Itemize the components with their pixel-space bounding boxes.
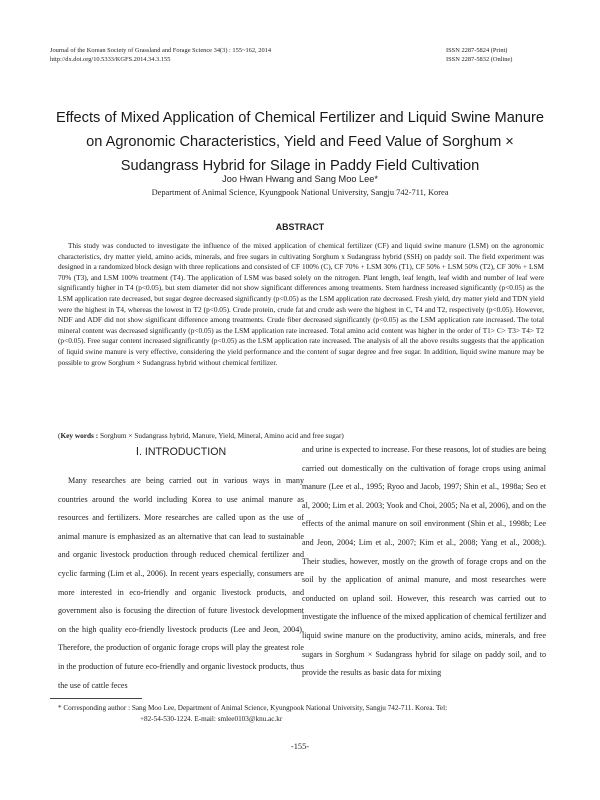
title-line-3: Sudangrass Hybrid for Silage in Paddy Field Cultivation <box>120 158 480 174</box>
issn-print: ISSN 2287-5824 (Print) <box>446 47 508 54</box>
affiliation: Department of Animal Science, Kyungpook National University, Sangju 742-711, Korea <box>151 188 449 197</box>
abstract-text: This study was conducted to investigate the influence of the mixed application of chemical fertilizer (CF) and liquid swine manure (LSM) on the agronomic characteristics, dry matter yield, amino acids, minerals, and free sugars in cultivating Sorghum x Sudangrass hybrid (SSH) on paddy soil. The field experiment was designed in a randomized block design with three replications and consisted of CF 100% (C), CF 70% + LSM 30% (T1), CF 50% + LSM 50% (T2), CF 30% + LSM 70% (T3), and LSM 100% treatment (T4). The application of LSM was based solely on the nitrogen. Plant length, leaf length, leaf width and number of leaf were significantly higher in T4 (p<0.05), but stem diameter did not show significant differences among treatments. Stem hardness increased significantly (p<0.05) as the LSM application rate decreased, but sugar degree decreased significantly (p<0.05) as the LSM application rate decreased. Fresh yield, dry matter yield and TDN yield were the highest in T4, whereas the lowest in T2 (p<0.05). Crude protein, crude fat and crude ash were the highest in C, T4 and T2, respectively (p<0.05). However, NDF and ADF did not show significant difference among treatments. Crude fiber decreased significantly (p<0.05) as the LSM application rate increased. The total mineral content was decreased significantly (p<0.05) as the LSM application rate increased. Total amino acid content was higher in the order of T1> C> T3> T4> T2 (p<0.05). Free sugar content increased significantly (p<0.05) as the LSM application rate increased. The analysis of all the above results suggests that the application of liquid swine manure is very effective, considering the yield performance and the content of sugar degree and free sugar. In addition, liquid swine manure may be possible to grow Sorghum × Sudangrass hybrid without chemical fertilizer. <box>58 241 544 367</box>
title-line-2: on Agronomic Characteristics, Yield and Feed Value of Sorghum × <box>86 134 514 150</box>
corresponding-author-footnote <box>58 703 548 725</box>
keywords: (Key words : Sorghum × Sudangrass hybrid, Manure, Yield, Mineral, Amino acid and free sugar) <box>58 431 344 440</box>
keywords-text: Sorghum × Sudangrass hybrid, Manure, Yield, Mineral, Amino acid and free sugar <box>99 431 342 440</box>
intro-right-column: and urine is expected to increase. For these reasons, lot of studies are being carried out domestically on the cultivation of forage crops using animal manure (Lee et al., 1995; Ryoo and Jacob, 1997; Shin et al., 1998a; Seo et al, 2000; Lim et al. 2003; Yook and Choi, 2005; Na et al, 2006), and on the effects of the animal manure on soil environment (Shin et al., 1998b; Lee and Jeon, 2004; Lim et al., 2007; Kim et al., 2008; Yang et al., 2008;). Their studies, however, mostly on the growth of forage crops and on the soil by the application of animal manure, and most researches were conducted on upland soil. However, this research was carried out to investigate the influence of the mixed application of chemical fertilizer and liquid swine manure on the productivity, amino acids, minerals, and free sugars in Sorghum × Sudangrass hybrid for silage on paddy soil, and to provide the results as basic data for mixing <box>302 445 546 678</box>
intro-left-column: Many researches are being carried out in various ways in many countries around the world including Korea to use animal manure as resources and fertilizers. More researches are called upon as the use of animal manure is emphasized as an alternative that can lead to sustainable and organic livestock production through reduced chemical fertilizer and cyclic farming (Lim et al., 2006). In recent years especially, consumers are more interested in eco-friendly and organic livestock products, and government also is focusing the direction of future livestock development on the high quality eco-friendly livestock products (Lee and Jeon, 2004). Therefore, the production of organic forage crops will play the greatest role in the production of future eco-friendly and organic livestock products, thus the use of cattle feces <box>58 476 304 690</box>
footnote-line-1: * Corresponding author : Sang Moo Lee, Department of Animal Science, Kyungpook National University, Sangju 742-711. Korea. Tel: <box>58 704 448 712</box>
doi-link[interactable]: http://dx.doi.org/10.5333/KGFS.2014.34.3.155 <box>50 56 171 63</box>
journal-citation: Journal of the Korean Society of Grassland and Forage Science 34(3) : 155~162, 2014 <box>50 47 272 54</box>
authors: Joo Hwan Hwang and Sang Moo Lee* <box>222 174 378 184</box>
paper-title <box>40 106 560 178</box>
section-heading-introduction: Ⅰ. INTRODUCTION <box>135 446 227 458</box>
footnote-rule <box>50 698 142 699</box>
title-line-1: Effects of Mixed Application of Chemical Fertilizer and Liquid Swine Manure <box>55 110 545 126</box>
issn-online: ISSN 2287-5832 (Online) <box>446 56 513 63</box>
abstract-heading: ABSTRACT <box>275 222 325 232</box>
page-number: -155- <box>290 742 310 751</box>
footnote-line-2: +82-54-530-1224. E-mail: smlee0103@knu.ac.kr <box>140 715 283 723</box>
keywords-label: Key words : <box>60 431 99 440</box>
